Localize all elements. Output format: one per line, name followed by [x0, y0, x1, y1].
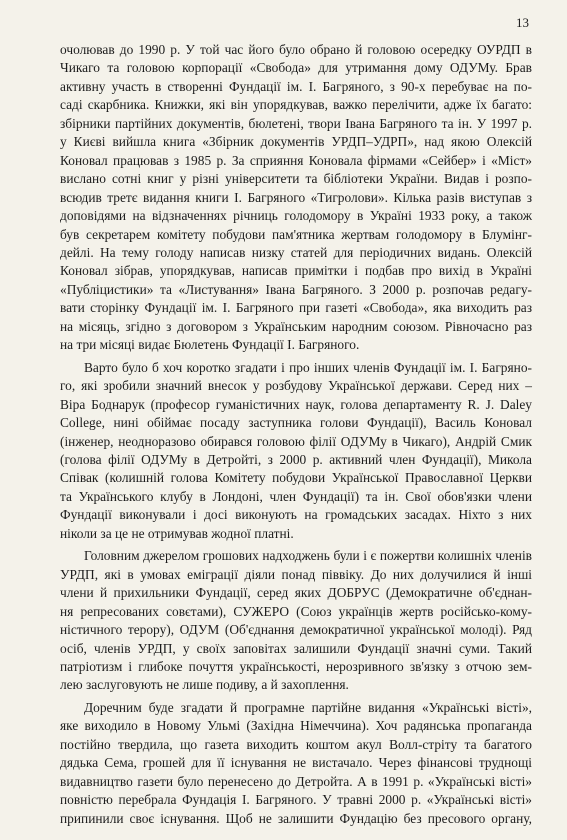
text-line: ністичного терору), ОДУМ (Об'єднання демократичної української молоді). Ряд — [60, 622, 532, 638]
text-line: та Українського клубу в Лондоні, член Фундації) та ін. Свої обов'язки члени — [60, 488, 532, 504]
text-line: видавництво газети було перенесено до Детройта. А в 1991 р. «Українські вісті» — [60, 773, 532, 789]
text-line: припинили своє існування. Щоб не залишити Фундацію без пресового органу, — [60, 810, 532, 826]
text-line: доповідями на відзначеннях річниць голодомору в Україні 1933 року, а також — [60, 208, 532, 224]
text-line: яке виходило в Новому Ульмі (Західна Німеччина). Хоч радянська пропаганда — [60, 718, 532, 734]
text-line: College, нині обіймає посаду заступника голови Фундації), Василь Коновал — [60, 415, 532, 431]
text-line: на місяць, згідно з договором з Українським народним союзом. Рівночасно раз — [60, 318, 532, 334]
text-line: Доречним буде згадати й програмне партійне видання «Українські вісті», — [84, 699, 532, 715]
text-line: активну участь в створенні Фундації ім. І. Багряного, з 90-х перебуває на по- — [60, 78, 532, 94]
text-line: Варто було б хоч коротко згадати і про інших членів Фундації ім. І. Багряно- — [84, 359, 532, 375]
text-line: на три місяці видає Бюлетень Фундації І. Багряного. — [60, 337, 360, 353]
text-line: дядька Сема, грошей для її існування не вистачало. Через фінансові труднощі — [60, 755, 532, 771]
paragraph — [60, 547, 532, 695]
text-line: ня репресованих совєтами), СУЖЕРО (Союз українців жертв російсько-кому- — [60, 603, 532, 619]
text-line: ніколи за це не отримував жодної платні. — [60, 525, 294, 541]
text-line: лею заслуговують не лише подиву, а й захоплення. — [60, 677, 349, 693]
text-line: очолював до 1990 р. У той час його було обрано й головою осередку ОУРДП в — [60, 42, 532, 57]
text-line: повністю перебрала Фундація І. Багряного. У травні 2000 р. «Українські вісті» — [60, 792, 532, 808]
text-line: осіб, членів УРДП, у своїх заповітах залишили Фундації значні суми. Такий — [60, 640, 532, 656]
text-line: всюдив третє видання книги І. Багряного «Тигролови». Кілька разів виступав з — [60, 189, 532, 205]
text-line: вати сторінку Фундації ім. І. Багряного при газеті «Свобода», яка виходить раз — [60, 300, 532, 316]
page-number: 13 — [516, 15, 529, 30]
text-line: (голова філії ОДУМу в Детройті, з 2000 р. активний член Фундації), Микола — [60, 451, 532, 467]
text-line: у Києві вийшла книга «Збірник документів УРДП–УДРП», над якою Олексій — [60, 134, 532, 150]
text-line: Фундації виконували і досі виконують на громадських засадах. Ніхто з них — [60, 507, 532, 523]
text-line: УРДП, які в умовах еміграції діяли понад піввіку. До них долучилися й інші — [60, 566, 532, 582]
text-line: постійно твердила, що газета виходить коштом акул Волл-стріту та багатого — [60, 736, 532, 752]
text-line: Коновал зібрав, упорядкував, написав примітки і подбав про вихід в Україні — [60, 263, 532, 279]
text-line: Чикаго та головою корпорації «Свобода» для утримання дому ОДУМу. Брав — [60, 60, 532, 76]
text-line: був секретарем комітету побудови пам'ятника жертвам голодомору в Блумінг- — [60, 226, 532, 242]
text-line: Коновал працював з 1985 р. За сприяння Коновала фірмами «Сейбер» і «Міст» — [60, 152, 532, 168]
text-line: дейлі. На тему голоду написав низку статей для періодичних видань. Олексій — [60, 244, 532, 260]
text-line: члени й прихильники Фундації, серед яких ДОБРУС (Демократичне об'єднан- — [60, 585, 532, 601]
text-line: саді скарбника. Книжки, які він упорядкував, важко перелічити, адже їх багато: — [60, 97, 532, 113]
text-line: «Публіцистики» та «Листування» Івана Багряного. З 2000 р. розпочав редагу- — [60, 281, 532, 297]
text-line: го, які зробили значний внесок у розбудову Української держави. Серед них – — [60, 378, 532, 394]
paragraph — [60, 699, 532, 828]
text-line: (інженер, неодноразово обирався головою філії ОДУМу в Чикаго), Андрій Смик — [60, 433, 532, 449]
text-line: збірники партійних документів, бюлетені, твори Івана Багряного та ін. У 1997 р. — [60, 115, 532, 131]
paragraph — [60, 41, 532, 355]
text-line: Головним джерелом грошових надходжень були і є пожертви колишніх членів — [84, 548, 532, 564]
text-line: вислано сотні книг у різні університети та бібліотеки України. Видав і розпо- — [60, 171, 532, 187]
text-line: Віра Боднарук (професор гуманістичних наук, голова департаменту R. J. Daley — [60, 396, 532, 412]
body-text — [60, 41, 532, 828]
text-line: патріотизм і глибоке почуття українськості, нерозривного зв'язку з отчою зем- — [60, 658, 532, 674]
text-line: Співак (колишній голова Комітету побудови Української Православної Церкви — [60, 470, 532, 486]
paragraph — [60, 359, 532, 544]
